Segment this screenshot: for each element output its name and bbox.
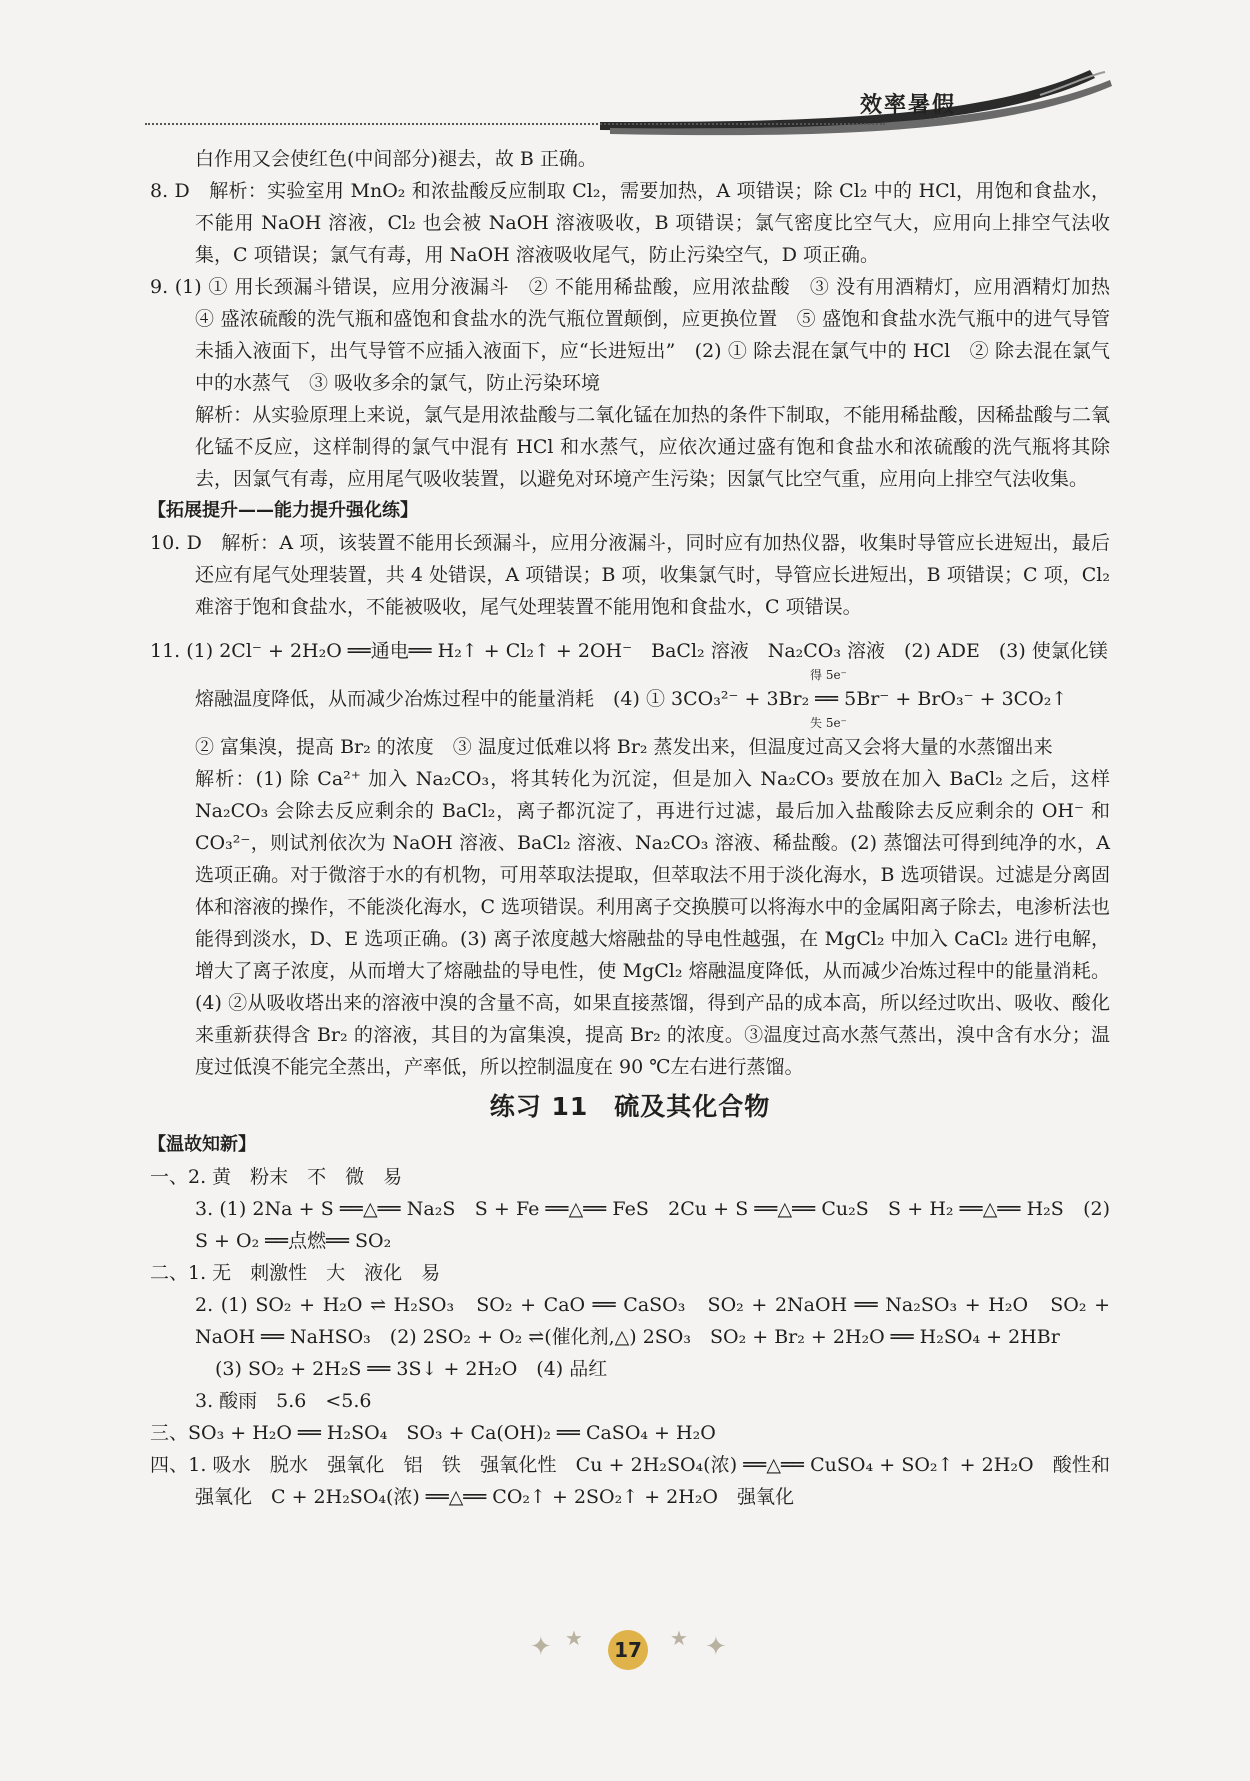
answer-q10: 10. D 解析：A 项，该装置不能用长颈漏斗，应用分液漏斗，同时应有加热仪器，收集时导管应长进短出，最后还应有尾气处理装置，共 4 处错误，A 项错误；B 项，收集氯气时，导管应长进短出，B 项错误；C 项，Cl₂ 难溶于饱和食盐水，不能被吸收，尾气处理装置不能用饱和食盐水，C 项错误。 xyxy=(150,532,1110,618)
electron-loss-label: 失 5e⁻ xyxy=(810,716,847,730)
header-divider xyxy=(145,123,885,125)
section-heading-review: 【温故知新】 xyxy=(148,1134,256,1155)
page-header xyxy=(0,0,1250,140)
header-title: 效率暑假 xyxy=(860,93,957,118)
analysis-q11: 解析：(1) 除 Ca²⁺ 加入 Na₂CO₃，将其转化为沉淀，但是加入 Na₂CO₃ 要放在加入 BaCl₂ 之后，这样 Na₂CO₃ 会除去反应剩余的 BaCl₂，离子都沉淀了，再进行过滤，最后加入盐酸除去反应剩余的 OH⁻ 和 CO₃²⁻，则试剂依次为 NaOH 溶液、BaCl₂ 溶液、Na₂CO₃ 溶液、稀盐酸。(2) 蒸馏法可得到纯净的水，A 选项正确。对于微溶于水的有机物，可用萃取法提取，但萃取法不用于淡化海水，B 选项错误。过滤是分离固体和溶液的操作，不能淡化海水，C 选项错误。利用离子交换膜可以将海水中的金属阳离子除去，电渗析法也能得到淡水，D、E 选项正确。(3) 离子浓度越大熔融盐的导电性越强，在 MgCl₂ 中加入 CaCl₂ 进行电解，增大了离子浓度，从而增大了熔融盐的导电性，使 MgCl₂ 熔融温度降低，从而减少冶炼过程中的能量消耗。(4) ②从吸收塔出来的溶液中溴的含量不高，如果直接蒸馏，得到产品的成本高，所以经过吹出、吸收、酸化来重新获得含 Br₂ 的溶液，其目的为富集溴，提高 Br₂ 的浓度。③温度过高水蒸气蒸出，溴中含有水分；温度过低溴不能完全蒸出，产率低，所以控制温度在 90 ℃左右进行蒸馏。 xyxy=(195,768,1110,1078)
answer-q9: 9. (1) ① 用长颈漏斗错误，应用分液漏斗 ② 不能用稀盐酸，应用浓盐酸 ③ 没有用酒精灯，应用酒精灯加热 ④ 盛浓硫酸的洗气瓶和盛饱和食盐水的洗气瓶位置颠倒，应更换位置 ⑤ 盛饱和食盐水洗气瓶中的进气导管未插入液面下，出气导管不应插入液面下，应“长进短出” (2) ① 除去混在氯气中的 HCl ② 除去混在氯气中的水蒸气 ③ 吸收多余的氯气，防止污染环境 xyxy=(150,276,1130,394)
star-icon: ✦ xyxy=(530,1632,552,1662)
answer-content xyxy=(148,143,1130,1513)
exercise-title: 练习 11 硫及其化合物 xyxy=(489,1092,771,1121)
electron-gain-label: 得 5e⁻ xyxy=(810,668,847,682)
review-4: 四、1. 吸水 脱水 强氧化 铝 铁 强氧化性 Cu + 2H₂SO₄(浓) ══△══ CuSO₄ + SO₂↑ + 2H₂O 酸性和强氧化 C + 2H₂SO₄(浓) ══△══ CO₂↑ + 2SO₂↑ + 2H₂O 强氧化 xyxy=(150,1454,1110,1508)
review-3: 三、SO₃ + H₂O ══ H₂SO₄ SO₃ + Ca(OH)₂ ══ CaSO₄ + H₂O xyxy=(150,1422,716,1444)
review-1-2: 一、2. 黄 粉末 不 微 易 xyxy=(150,1166,403,1188)
star-icon: ✦ xyxy=(705,1632,727,1662)
review-2-2: 2. (1) SO₂ + H₂O ⇌ H₂SO₃ SO₂ + CaO ══ CaSO₃ SO₂ + 2NaOH ══ Na₂SO₃ + H₂O SO₂ + NaOH ══ NaHSO₃ (2) 2SO₂ + O₂ ⇌(催化剂,△) 2SO₃ SO₂ + Br₂ + 2H₂O ══ H₂SO₄ + 2HBr xyxy=(195,1294,1110,1348)
review-2-2b: (3) SO₂ + 2H₂S ══ 3S↓ + 2H₂O (4) 品红 xyxy=(215,1358,608,1380)
answer-q11-part2: 熔融温度降低，从而减少冶炼过程中的能量消耗 (4) ① 3CO₃²⁻ + 3Br₂ ══ 5Br⁻ + BrO₃⁻ + 3CO₂↑ xyxy=(195,688,1068,710)
section-heading: 【拓展提升——能力提升强化练】 xyxy=(148,500,418,521)
answer-line: 白作用又会使红色(中间部分)褪去，故 B 正确。 xyxy=(195,148,597,170)
analysis-q9: 解析：从实验原理上来说，氯气是用浓盐酸与二氧化锰在加热的条件下制取，不能用稀盐酸，因稀盐酸与二氧化锰不反应，这样制得的氯气中混有 HCl 和水蒸气，应依次通过盛有饱和食盐水和浓硫酸的洗气瓶将其除去，因氯气有毒，应用尾气吸收装置，以避免对环境产生污染；因氯气比空气重，应用向上排空气法收集。 xyxy=(195,404,1110,490)
star-icon: ★ xyxy=(670,1626,688,1650)
answer-q11-part3: ② 富集溴，提高 Br₂ 的浓度 ③ 温度过低难以将 Br₂ 蒸发出来，但温度过高又会将大量的水蒸馏出来 xyxy=(195,736,1053,758)
review-2-1: 二、1. 无 刺激性 大 液化 易 xyxy=(150,1262,441,1284)
review-1-3: 3. (1) 2Na + S ══△══ Na₂S S + Fe ══△══ FeS 2Cu + S ══△══ Cu₂S S + H₂ ══△══ H₂S (2) S + O₂ ══点燃══ SO₂ xyxy=(195,1198,1110,1252)
page-number: 17 xyxy=(608,1630,648,1670)
answer-q11-part1: 11. (1) 2Cl⁻ + 2H₂O ══通电══ H₂↑ + Cl₂↑ + 2OH⁻ BaCl₂ 溶液 Na₂CO₃ 溶液 (2) ADE (3) 使氯化镁 xyxy=(150,640,1108,662)
page-footer xyxy=(520,1620,740,1680)
answer-q8: 8. D 解析：实验室用 MnO₂ 和浓盐酸反应制取 Cl₂，需要加热，A 项错误；除 Cl₂ 中的 HCl，用饱和食盐水，不能用 NaOH 溶液，Cl₂ 也会被 NaOH 溶液吸收，B 项错误；氯气密度比空气大，应用向上排空气法收集，C 项错误；氯气有毒，用 NaOH 溶液吸收尾气，防止污染空气，D 项正确。 xyxy=(150,180,1110,266)
review-2-3: 3. 酸雨 5.6 <5.6 xyxy=(195,1390,372,1412)
header-swoosh xyxy=(0,0,1250,140)
star-icon: ★ xyxy=(565,1626,583,1650)
